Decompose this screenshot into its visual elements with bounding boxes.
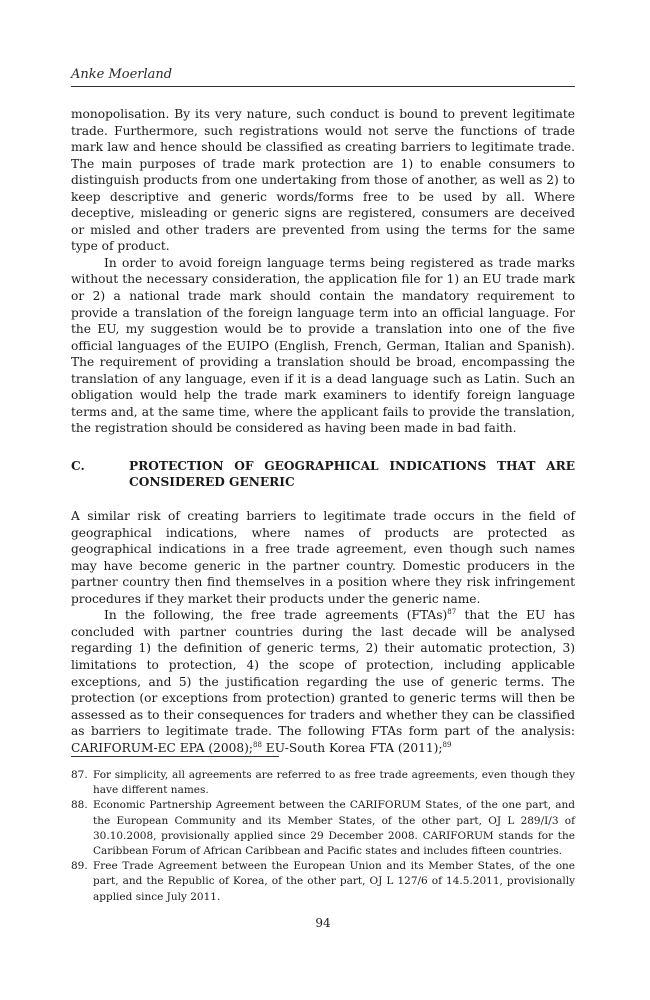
footnote-ref[interactable]: 88 (253, 740, 262, 749)
page-number: 94 (315, 916, 331, 930)
footnote-number: 87. (71, 769, 88, 781)
footnotes (71, 768, 575, 905)
footnote (71, 859, 575, 905)
section-heading (71, 458, 575, 491)
footnote-text: For simplicity, all agreements are referred to as free trade agreements, even though they have different names. (93, 769, 575, 797)
section-title: PROTECTION OF GEOGRAPHICAL INDICATIONS THAT ARE CONSIDERED GENERIC (129, 458, 575, 490)
footnote-text: Free Trade Agreement between the European Union and its Member States, of the one part, and the Republic of Korea, of the other part, OJ L 127/6 of 14.5.2011, provisionally applied since July 2011. (93, 860, 575, 903)
footnote-ref[interactable]: 89 (442, 740, 452, 749)
paragraph-text: EU-South Korea FTA (2011); (261, 740, 443, 755)
paragraph (71, 607, 575, 756)
running-head-author: Anke Moerland (71, 67, 575, 87)
paragraph: monopolisation. By its very nature, such conduct is bound to prevent legitimate trade. Furthermore, such registrations would not serve the functions of trade mark law and hence should be classified as creating barriers to legitimate trade. The main purposes of trade mark protection are 1) to enable consumers to distinguish products from one undertaking from those of another, as well as 2) to keep descriptive and generic words/forms free to be used by all. Where deceptive, misleading or generic signs are registered, consumers are deceived or misled and other traders are prevented from using the terms for the same type of product. (71, 107, 575, 254)
paragraph-text: that the EU has concluded with partner countries during the last decade will be analysed regarding 1) the definition of generic terms, 2) their automatic protection, 3) limitations to protection, 4) the scope of protection, including applicable exceptions, and 5) the justification regarding the use of generic terms. The protection (or exceptions from protection) granted to generic terms will then be assessed as to their consequences for traders and whether they can be classified as barriers to legitimate trade. The following FTAs form part of the analysis: CARIFORUM-EC EPA (2008); (71, 608, 575, 755)
body-text (71, 106, 575, 756)
paragraph: In order to avoid foreign language terms being registered as trade marks without the necessary consideration, the application file for 1) an EU trade mark or 2) a national trade mark should contain the mandatory requirement to provide a translation of the foreign language term into an official language. For the EU, my suggestion would be to provide a translation into one of the five official languages of the EUIPO (English, French, German, Italian and Spanish). The requirement of providing a translation should be broad, encompassing the translation of any language, even if it is a dead language such as Latin. Such an obligation would help the trade mark examiners to identify foreign language terms and, at the same time, where the applicant fails to provide the translation, the registration should be considered as having been made in bad faith. (71, 255, 575, 436)
paragraph: A similar risk of creating barriers to legitimate trade occurs in the field of geographical indications, where names of products are protected as geographical indications in a free trade agreement, even though such names may have become generic in the partner country. Domestic producers in the partner country then find themselves in a position where they risk infringement procedures if they market their products under the generic name. (71, 509, 575, 606)
footnote-ref[interactable]: 87 (447, 608, 457, 617)
footnote-number: 89. (71, 860, 88, 873)
footnote (71, 768, 575, 798)
footnote-divider (71, 756, 279, 757)
footnote-number: 88. (71, 799, 88, 812)
paragraph-text: In the following, the free trade agreements (FTAs) (104, 608, 448, 623)
footnote (71, 798, 575, 859)
footnote-text: Economic Partnership Agreement between the CARIFORUM States, of the one part, and the European Community and its Member States, of the other part, OJ L 289/I/3 of 30.10.2008, provisionally applied since 29 December 2008. CARIFORUM stands for the Caribbean Forum of African Caribbean and Pacific states and includes fifteen countries. (93, 799, 575, 858)
section-number: C. (71, 458, 85, 473)
